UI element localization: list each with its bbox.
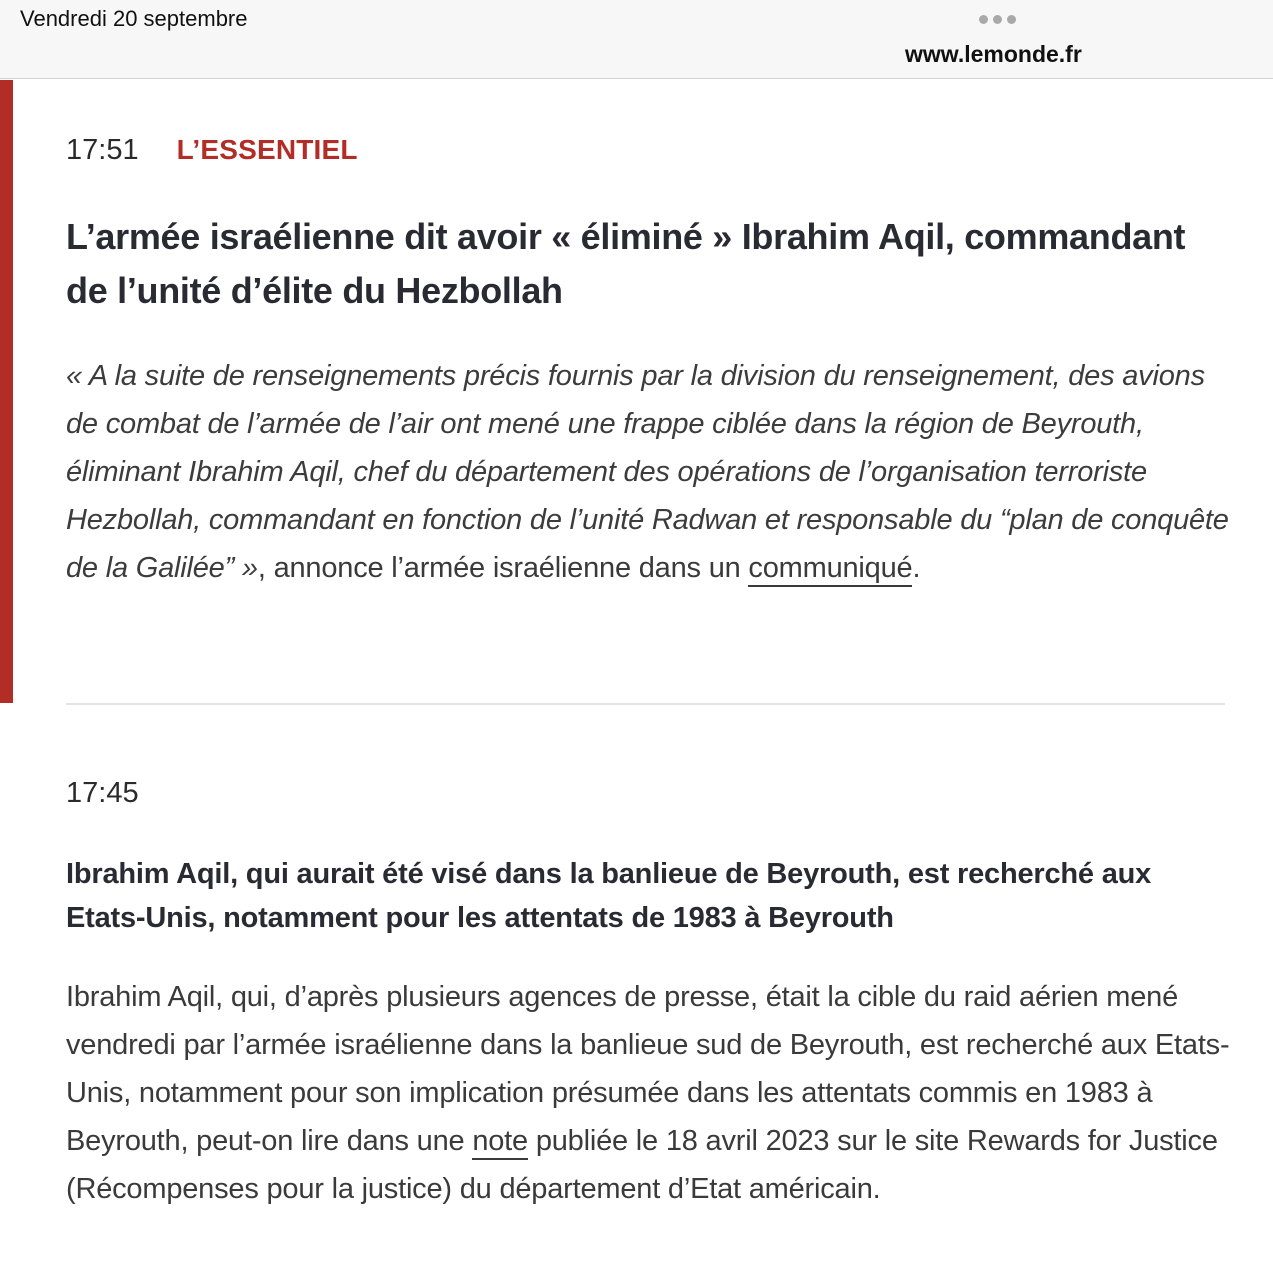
communique-link[interactable]: communiqué	[748, 552, 912, 587]
post-body-end: .	[912, 552, 921, 584]
status-date: Vendredi 20 septembre	[20, 6, 248, 31]
dot	[979, 15, 988, 24]
post-time: 17:45	[66, 777, 139, 809]
post-body	[66, 352, 1231, 592]
essential-accent-bar	[0, 80, 13, 703]
essential-tag: L’ESSENTIEL	[176, 134, 358, 165]
note-link[interactable]: note	[472, 1125, 528, 1160]
post-quote: « A la suite de renseignements précis fournis par la division du renseignement, des avions de combat de l’armée de l’air ont mené une frappe ciblée dans la région de Beyrouth, éliminant Ibrahim Aqil, chef du département des opérations de l’organisation terroriste Hezbollah, commandant en fonction de l’unité Radwan et responsable du “plan de conquête de la Galilée” »	[66, 360, 1229, 584]
post-time: 17:51	[66, 134, 139, 166]
dot	[1007, 15, 1016, 24]
post-title: Ibrahim Aqil, qui aurait été visé dans la banlieue de Beyrouth, est recherché aux Etats-Unis, notamment pour les attentats de 1983 à Beyrouth	[66, 858, 1152, 934]
post-body-text: , annonce l’armée israélienne dans un	[257, 552, 749, 584]
post-header	[66, 134, 358, 167]
post-title: L’armée israélienne dit avoir « éliminé » Ibrahim Aqil, commandant de l’unité d’élite du Hezbollah	[66, 216, 1186, 311]
address-bar-url[interactable]: www.lemonde.fr	[905, 41, 1082, 67]
post-body-text: Ibrahim Aqil, qui, d’après plusieurs agences de presse, était la cible du raid aérien mené vendredi par l’armée israélienne dans la banlieue sud de Beyrouth, est recherché aux Etats-Unis, notamment pour son implication présumée dans les attentats commis en 1983 à Beyrouth, peut-on lire dans une	[66, 981, 1230, 1157]
live-post-essential	[0, 80, 1273, 703]
status-bar	[0, 0, 1273, 79]
post-header	[66, 777, 139, 810]
live-post	[0, 705, 1273, 1269]
post-body-text-end: publiée le 18 avril 2023 sur le site Rewards for Justice (Récompenses pour la justice) du département d’Etat américain.	[66, 1125, 1218, 1205]
more-dots-icon[interactable]	[979, 15, 1016, 24]
dot	[993, 15, 1002, 24]
post-body	[66, 973, 1231, 1213]
